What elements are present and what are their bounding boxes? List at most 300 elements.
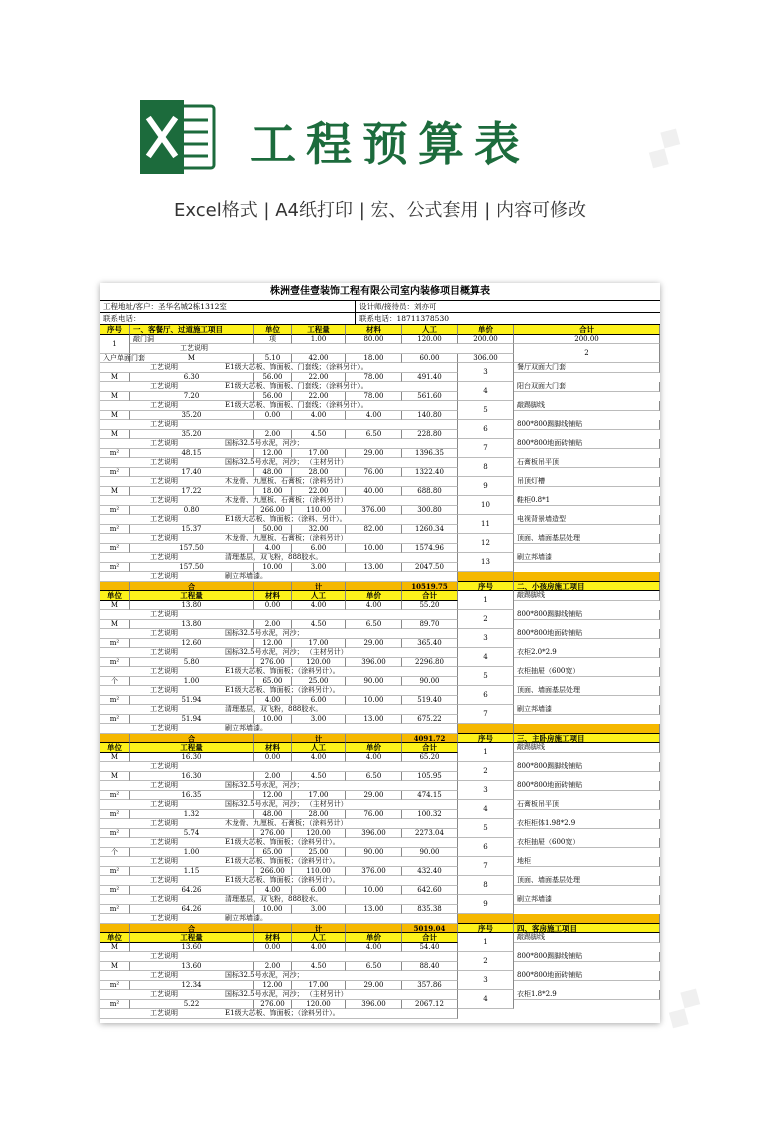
item-qty[interactable]: 5.80 [130, 658, 254, 668]
item-material[interactable]: 48.00 [254, 468, 292, 478]
item-labor[interactable]: 25.00 [292, 677, 346, 687]
header-sum[interactable]: 合计 [402, 591, 458, 601]
item-qty[interactable]: 17.40 [130, 468, 254, 478]
item-sum[interactable]: 200.00 [514, 335, 660, 345]
craft-note-row[interactable] [100, 724, 458, 734]
item-price[interactable]: 6.50 [346, 962, 402, 972]
total-blank[interactable] [100, 924, 130, 934]
item-name[interactable]: 敲踢脚线 [514, 743, 660, 753]
item-unit[interactable]: 项 [254, 335, 292, 345]
item-qty[interactable]: 48.15 [130, 449, 254, 459]
item-sum[interactable]: 228.80 [402, 430, 458, 440]
craft-note-row[interactable] [100, 857, 458, 867]
item-material[interactable]: 4.00 [254, 544, 292, 554]
row-number[interactable]: 3 [458, 629, 514, 648]
item-material[interactable]: 12.00 [254, 791, 292, 801]
item-name[interactable]: 石膏板吊平顶 [514, 800, 660, 810]
item-sum[interactable]: 105.95 [402, 772, 458, 782]
item-name[interactable]: 敲踢脚线 [514, 591, 660, 601]
item-labor[interactable]: 22.00 [292, 373, 346, 383]
header-labor[interactable]: 人工 [292, 591, 346, 601]
item-sum[interactable]: 688.80 [402, 487, 458, 497]
item-name[interactable]: 衣柜1.8*2.9 [514, 990, 660, 1000]
item-unit[interactable]: m² [100, 563, 130, 573]
item-price[interactable]: 10.00 [346, 886, 402, 896]
item-unit[interactable]: M [100, 943, 130, 953]
item-sum[interactable]: 561.60 [402, 392, 458, 402]
item-sum[interactable]: 365.40 [402, 639, 458, 649]
item-material[interactable]: 2.00 [254, 620, 292, 630]
item-qty[interactable]: 0.80 [130, 506, 254, 516]
header-material[interactable]: 材料 [254, 933, 292, 943]
item-labor[interactable]: 120.00 [292, 829, 346, 839]
item-name[interactable]: 电视背景墙造型 [514, 515, 660, 525]
row-number[interactable]: 12 [458, 534, 514, 553]
row-number[interactable]: 4 [458, 648, 514, 667]
item-name[interactable]: 顶面、墙面基层处理 [514, 876, 660, 886]
item-price[interactable]: 396.00 [346, 829, 402, 839]
craft-note-row[interactable] [100, 515, 458, 525]
item-sum[interactable]: 55.20 [402, 601, 458, 611]
item-sum[interactable]: 54.40 [402, 943, 458, 953]
item-material[interactable]: 80.00 [346, 335, 402, 345]
item-material[interactable]: 2.00 [254, 772, 292, 782]
craft-note-row[interactable] [100, 705, 458, 715]
header-price[interactable]: 单价 [346, 591, 402, 601]
header-qty[interactable]: 工程量 [130, 933, 254, 943]
header-sum[interactable]: 合计 [514, 325, 660, 335]
item-unit[interactable]: m² [100, 696, 130, 706]
total-blank[interactable] [458, 914, 514, 924]
craft-note-row[interactable] [100, 401, 458, 411]
item-unit[interactable]: m² [100, 525, 130, 535]
craft-note-row[interactable] [100, 838, 458, 848]
craft-note-row[interactable] [100, 477, 458, 487]
item-price[interactable]: 6.50 [346, 430, 402, 440]
item-qty[interactable]: 1.15 [130, 867, 254, 877]
row-number[interactable]: 6 [458, 686, 514, 705]
item-name[interactable]: 衣柜2.0*2.9 [514, 648, 660, 658]
total-blank[interactable] [100, 582, 130, 592]
item-labor[interactable]: 17.00 [292, 791, 346, 801]
item-material[interactable]: 0.00 [254, 411, 292, 421]
item-sum[interactable]: 2296.80 [402, 658, 458, 668]
item-sum[interactable]: 100.32 [402, 810, 458, 820]
header-price[interactable]: 单价 [346, 933, 402, 943]
item-price[interactable]: 76.00 [346, 810, 402, 820]
item-unit[interactable]: M [100, 487, 130, 497]
item-unit[interactable]: m² [100, 886, 130, 896]
item-labor[interactable]: 25.00 [292, 848, 346, 858]
item-material[interactable]: 12.00 [254, 981, 292, 991]
item-qty[interactable]: 16.35 [130, 791, 254, 801]
item-material[interactable]: 4.00 [254, 696, 292, 706]
row-number[interactable]: 9 [458, 895, 514, 914]
item-labor[interactable]: 3.00 [292, 563, 346, 573]
total-blank[interactable] [254, 924, 292, 934]
item-price[interactable]: 4.00 [346, 753, 402, 763]
section-total[interactable]: 10519.75 [402, 582, 458, 592]
item-qty[interactable]: 7.20 [130, 392, 254, 402]
item-material[interactable]: 50.00 [254, 525, 292, 535]
item-labor[interactable]: 4.50 [292, 620, 346, 630]
item-qty[interactable]: 1.32 [130, 810, 254, 820]
row-number[interactable]: 7 [458, 439, 514, 458]
item-name[interactable]: 衣柜抽屉（600宽） [514, 838, 660, 848]
item-name[interactable]: 敲踢脚线 [514, 933, 660, 943]
craft-note-row[interactable] [100, 686, 458, 696]
item-unit[interactable]: m² [100, 715, 130, 725]
item-labor[interactable]: 28.00 [292, 468, 346, 478]
item-unit[interactable]: M [100, 753, 130, 763]
item-price[interactable]: 376.00 [346, 506, 402, 516]
item-qty[interactable]: 35.20 [130, 430, 254, 440]
item-qty[interactable]: 157.50 [130, 563, 254, 573]
row-number[interactable]: 3 [458, 363, 514, 382]
item-unit[interactable]: m² [100, 810, 130, 820]
item-material[interactable]: 56.00 [254, 373, 292, 383]
item-labor[interactable]: 110.00 [292, 506, 346, 516]
item-price[interactable]: 6.50 [346, 772, 402, 782]
header-no[interactable]: 序号 [458, 582, 514, 592]
item-labor[interactable]: 4.00 [292, 753, 346, 763]
item-unit[interactable]: m² [100, 791, 130, 801]
row-number[interactable]: 8 [458, 458, 514, 477]
item-sum[interactable]: 675.22 [402, 715, 458, 725]
item-sum[interactable]: 2273.04 [402, 829, 458, 839]
item-qty[interactable]: 157.50 [130, 544, 254, 554]
item-qty[interactable]: 1.00 [130, 677, 254, 687]
item-labor[interactable]: 4.50 [292, 430, 346, 440]
header-material[interactable]: 材料 [254, 743, 292, 753]
item-sum[interactable]: 642.60 [402, 886, 458, 896]
item-material[interactable]: 276.00 [254, 829, 292, 839]
item-qty[interactable]: 51.94 [130, 696, 254, 706]
item-labor[interactable]: 120.00 [402, 335, 458, 345]
item-qty[interactable]: 16.30 [130, 753, 254, 763]
item-qty[interactable]: 64.26 [130, 886, 254, 896]
item-sum[interactable]: 432.40 [402, 867, 458, 877]
item-price[interactable]: 13.00 [346, 905, 402, 915]
craft-note-row[interactable] [100, 819, 458, 829]
item-material[interactable]: 276.00 [254, 658, 292, 668]
row-number[interactable]: 3 [458, 971, 514, 990]
item-material[interactable]: 10.00 [254, 905, 292, 915]
craft-note-row[interactable] [100, 762, 458, 772]
item-material[interactable]: 65.00 [254, 677, 292, 687]
item-material[interactable]: 56.00 [254, 392, 292, 402]
craft-note-row[interactable] [100, 895, 458, 905]
item-name[interactable]: 入户单面门套 [100, 354, 130, 364]
header-qty[interactable]: 工程量 [130, 591, 254, 601]
craft-note-row[interactable] [100, 534, 458, 544]
item-price[interactable]: 396.00 [346, 1000, 402, 1010]
item-price[interactable]: 60.00 [402, 354, 458, 364]
row-number[interactable]: 7 [458, 857, 514, 876]
item-name[interactable]: 鞋柜0.8*1 [514, 496, 660, 506]
item-sum[interactable]: 2047.50 [402, 563, 458, 573]
item-qty[interactable]: 12.34 [130, 981, 254, 991]
item-price[interactable]: 90.00 [346, 848, 402, 858]
item-price[interactable]: 6.50 [346, 620, 402, 630]
item-name[interactable]: 刷立邦墙漆 [514, 553, 660, 563]
total-label-he[interactable]: 合 [130, 734, 254, 744]
item-unit[interactable]: 个 [100, 677, 130, 687]
item-material[interactable]: 12.00 [254, 449, 292, 459]
item-labor[interactable]: 18.00 [346, 354, 402, 364]
item-labor[interactable]: 3.00 [292, 715, 346, 725]
craft-note-row[interactable] [100, 629, 458, 639]
craft-note-row[interactable] [100, 914, 458, 924]
row-number[interactable]: 13 [458, 553, 514, 572]
item-unit[interactable]: M [100, 620, 130, 630]
header-labor[interactable]: 人工 [292, 743, 346, 753]
total-label-he[interactable]: 合 [130, 924, 254, 934]
item-name[interactable]: 800*800地面砖铺贴 [514, 439, 660, 449]
item-price[interactable]: 90.00 [346, 677, 402, 687]
craft-note-row[interactable] [100, 971, 458, 981]
item-material[interactable]: 65.00 [254, 848, 292, 858]
section-title[interactable]: 三、主卧房施工项目 [514, 734, 660, 744]
item-sum[interactable]: 1260.34 [402, 525, 458, 535]
row-number[interactable]: 5 [458, 401, 514, 420]
item-qty[interactable]: 51.94 [130, 715, 254, 725]
item-name[interactable]: 顶面、墙面基层处理 [514, 686, 660, 696]
item-price[interactable]: 29.00 [346, 639, 402, 649]
section-title[interactable]: 二、小孩房施工项目 [514, 582, 660, 592]
item-labor[interactable]: 6.00 [292, 544, 346, 554]
craft-note-row[interactable] [100, 572, 458, 582]
item-labor[interactable]: 6.00 [292, 886, 346, 896]
total-blank[interactable] [514, 914, 660, 924]
total-blank[interactable] [254, 582, 292, 592]
item-unit[interactable]: m² [100, 468, 130, 478]
total-label-ji[interactable]: 计 [292, 582, 346, 592]
total-blank[interactable] [346, 582, 402, 592]
total-blank[interactable] [458, 572, 514, 582]
craft-note-row[interactable] [100, 876, 458, 886]
item-unit[interactable]: m² [100, 658, 130, 668]
header-price[interactable]: 单价 [458, 325, 514, 335]
item-qty[interactable]: 17.22 [130, 487, 254, 497]
item-material[interactable]: 266.00 [254, 867, 292, 877]
item-name[interactable]: 敲踢脚线 [514, 401, 660, 411]
craft-note-row[interactable] [100, 420, 458, 430]
item-name[interactable]: 刷立邦墙漆 [514, 705, 660, 715]
item-labor[interactable]: 120.00 [292, 658, 346, 668]
total-blank[interactable] [100, 734, 130, 744]
item-qty[interactable]: 5.10 [254, 354, 292, 364]
item-unit[interactable]: m² [100, 981, 130, 991]
item-price[interactable]: 40.00 [346, 487, 402, 497]
craft-note-row[interactable] [100, 496, 458, 506]
item-qty[interactable]: 13.80 [130, 601, 254, 611]
item-unit[interactable]: m² [100, 506, 130, 516]
item-name[interactable]: 吊顶灯槽 [514, 477, 660, 487]
item-price[interactable]: 200.00 [458, 335, 514, 345]
item-unit[interactable]: M [100, 601, 130, 611]
item-name[interactable]: 800*800踢脚线铺贴 [514, 610, 660, 620]
item-price[interactable]: 10.00 [346, 696, 402, 706]
item-name[interactable]: 800*800地面砖铺贴 [514, 629, 660, 639]
header-sum[interactable]: 合计 [402, 743, 458, 753]
item-qty[interactable]: 13.60 [130, 943, 254, 953]
item-name[interactable]: 800*800踢脚线铺贴 [514, 952, 660, 962]
header-no[interactable]: 序号 [458, 734, 514, 744]
header-qty[interactable]: 工程量 [292, 325, 346, 335]
item-material[interactable]: 4.00 [254, 886, 292, 896]
section-title[interactable]: 一、客餐厅、过道施工项目 [130, 325, 254, 335]
item-labor[interactable]: 17.00 [292, 449, 346, 459]
item-price[interactable]: 78.00 [346, 373, 402, 383]
item-material[interactable]: 42.00 [292, 354, 346, 364]
item-unit[interactable]: m² [100, 449, 130, 459]
item-material[interactable]: 276.00 [254, 1000, 292, 1010]
total-blank[interactable] [346, 924, 402, 934]
total-label-he[interactable]: 合 [130, 582, 254, 592]
item-name[interactable]: 敲门洞 [130, 335, 254, 345]
item-unit[interactable]: M [130, 354, 254, 364]
item-price[interactable]: 4.00 [346, 601, 402, 611]
item-unit[interactable]: M [100, 962, 130, 972]
item-name[interactable]: 800*800踢脚线铺贴 [514, 420, 660, 430]
item-name[interactable]: 餐厅双面大门套 [514, 363, 660, 373]
item-labor[interactable]: 4.00 [292, 601, 346, 611]
total-blank[interactable] [254, 734, 292, 744]
craft-note-row[interactable] [100, 553, 458, 563]
item-price[interactable]: 78.00 [346, 392, 402, 402]
item-price[interactable]: 13.00 [346, 715, 402, 725]
item-sum[interactable]: 65.20 [402, 753, 458, 763]
item-sum[interactable]: 90.00 [402, 848, 458, 858]
section-total[interactable]: 4091.72 [402, 734, 458, 744]
row-number[interactable]: 1 [100, 335, 130, 354]
item-qty[interactable]: 6.30 [130, 373, 254, 383]
row-number[interactable]: 4 [458, 800, 514, 819]
total-blank[interactable] [458, 724, 514, 734]
row-number[interactable]: 10 [458, 496, 514, 515]
craft-note-row[interactable] [100, 952, 458, 962]
row-number[interactable]: 11 [458, 515, 514, 534]
craft-note-row[interactable] [100, 800, 458, 810]
item-sum[interactable]: 89.70 [402, 620, 458, 630]
item-labor[interactable]: 110.00 [292, 867, 346, 877]
item-qty[interactable]: 5.74 [130, 829, 254, 839]
item-sum[interactable]: 2067.12 [402, 1000, 458, 1010]
craft-note-row[interactable] [100, 458, 458, 468]
header-qty[interactable]: 工程量 [130, 743, 254, 753]
item-price[interactable]: 4.00 [346, 943, 402, 953]
item-sum[interactable]: 357.86 [402, 981, 458, 991]
item-sum[interactable]: 519.40 [402, 696, 458, 706]
item-name[interactable]: 阳台双面大门套 [514, 382, 660, 392]
item-name[interactable]: 衣柜抽屉（600宽） [514, 667, 660, 677]
header-no[interactable]: 序号 [458, 924, 514, 934]
item-labor[interactable]: 3.00 [292, 905, 346, 915]
item-material[interactable]: 2.00 [254, 962, 292, 972]
item-material[interactable]: 0.00 [254, 943, 292, 953]
item-sum[interactable]: 90.00 [402, 677, 458, 687]
item-material[interactable]: 12.00 [254, 639, 292, 649]
row-number[interactable]: 6 [458, 838, 514, 857]
item-labor[interactable]: 4.00 [292, 943, 346, 953]
header-sum[interactable]: 合计 [402, 933, 458, 943]
total-label-ji[interactable]: 计 [292, 734, 346, 744]
item-material[interactable]: 10.00 [254, 563, 292, 573]
item-labor[interactable]: 17.00 [292, 639, 346, 649]
item-price[interactable]: 76.00 [346, 468, 402, 478]
row-number[interactable]: 8 [458, 876, 514, 895]
craft-note-row[interactable] [100, 781, 458, 791]
item-unit[interactable]: M [100, 772, 130, 782]
craft-note-row[interactable] [100, 439, 458, 449]
header-price[interactable]: 单价 [346, 743, 402, 753]
row-number[interactable]: 2 [458, 762, 514, 781]
item-material[interactable]: 10.00 [254, 715, 292, 725]
header-no[interactable]: 序号 [100, 325, 130, 335]
item-sum[interactable]: 306.00 [458, 354, 514, 364]
item-unit[interactable]: M [100, 373, 130, 383]
item-material[interactable]: 0.00 [254, 753, 292, 763]
header-material[interactable]: 材料 [346, 325, 402, 335]
item-qty[interactable]: 16.30 [130, 772, 254, 782]
row-number[interactable]: 1 [458, 933, 514, 952]
item-qty[interactable]: 13.80 [130, 620, 254, 630]
item-sum[interactable]: 1322.40 [402, 468, 458, 478]
item-material[interactable]: 266.00 [254, 506, 292, 516]
item-qty[interactable]: 64.26 [130, 905, 254, 915]
row-number[interactable]: 1 [458, 743, 514, 762]
item-unit[interactable]: m² [100, 544, 130, 554]
item-labor[interactable]: 6.00 [292, 696, 346, 706]
item-price[interactable]: 29.00 [346, 449, 402, 459]
item-material[interactable]: 18.00 [254, 487, 292, 497]
item-unit[interactable]: M [100, 430, 130, 440]
row-number[interactable]: 6 [458, 420, 514, 439]
row-number[interactable]: 4 [458, 382, 514, 401]
item-name[interactable]: 顶面、墙面基层处理 [514, 534, 660, 544]
craft-note-row[interactable] [100, 610, 458, 620]
item-unit[interactable]: M [100, 411, 130, 421]
item-name[interactable]: 刷立邦墙漆 [514, 895, 660, 905]
item-unit[interactable]: m² [100, 905, 130, 915]
header-unit[interactable]: 单位 [100, 591, 130, 601]
item-name[interactable]: 地柜 [514, 857, 660, 867]
item-unit[interactable]: m² [100, 639, 130, 649]
item-material[interactable]: 2.00 [254, 430, 292, 440]
row-number[interactable]: 2 [458, 952, 514, 971]
item-name[interactable]: 衣柜柜体1.98*2.9 [514, 819, 660, 829]
header-labor[interactable]: 人工 [402, 325, 458, 335]
item-labor[interactable]: 32.00 [292, 525, 346, 535]
row-number[interactable]: 2 [514, 344, 660, 363]
item-sum[interactable]: 1396.35 [402, 449, 458, 459]
header-labor[interactable]: 人工 [292, 933, 346, 943]
item-price[interactable]: 376.00 [346, 867, 402, 877]
item-qty[interactable]: 35.20 [130, 411, 254, 421]
item-price[interactable]: 82.00 [346, 525, 402, 535]
item-sum[interactable]: 88.40 [402, 962, 458, 972]
craft-note-row[interactable] [130, 344, 514, 354]
row-number[interactable]: 2 [458, 610, 514, 629]
row-number[interactable]: 5 [458, 819, 514, 838]
section-total[interactable]: 5019.04 [402, 924, 458, 934]
item-qty[interactable]: 13.60 [130, 962, 254, 972]
item-sum[interactable]: 835.38 [402, 905, 458, 915]
total-blank[interactable] [514, 724, 660, 734]
item-sum[interactable]: 300.80 [402, 506, 458, 516]
craft-note-row[interactable] [100, 363, 458, 373]
